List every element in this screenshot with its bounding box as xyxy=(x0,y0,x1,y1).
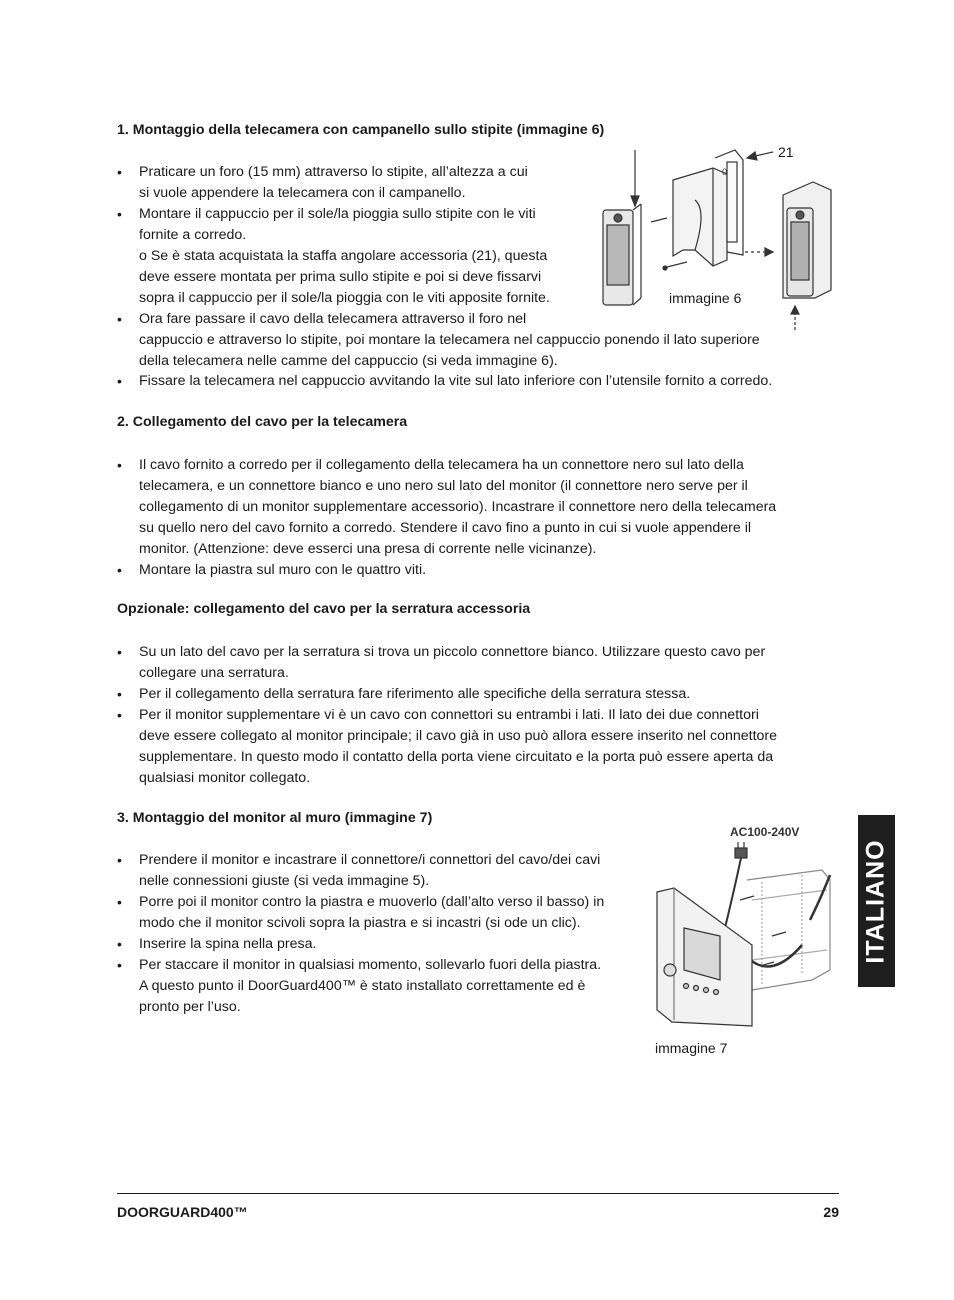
text-line: Inserire la spina nella presa. xyxy=(139,936,317,952)
text-line: pronto per l’uso. xyxy=(139,999,241,1015)
text-line: modo che il monitor scivoli sopra la piastra e si incastri (si ode un clic). xyxy=(139,915,581,931)
optional-section-heading: Opzionale: collegamento del cavo per la serratura accessoria xyxy=(117,601,531,617)
bullet: • xyxy=(117,852,122,868)
bullet: • xyxy=(117,686,122,702)
figure-7-caption: immagine 7 xyxy=(655,1040,728,1056)
text-line: monitor. (Attenzione: deve esserci una presa di corrente nelle vicinanze). xyxy=(139,541,597,557)
text-line: Montare la piastra sul muro con le quattro viti. xyxy=(139,562,427,578)
monitor-mounting-illustration xyxy=(652,840,840,1030)
text-line: Porre poi il monitor contro la piastra e muoverlo (dall’alto verso il basso) in xyxy=(139,894,605,910)
section-2-heading: 2. Collegamento del cavo per la telecamera xyxy=(117,414,408,430)
figure-6-caption: immagine 6 xyxy=(669,290,742,306)
text-line: qualsiasi monitor collegato. xyxy=(139,770,311,786)
bullet: • xyxy=(117,894,122,910)
text-line: A questo punto il DoorGuard400™ è stato installato correttamente ed è xyxy=(139,978,586,994)
text-line: Su un lato del cavo per la serratura si trova un piccolo connettore bianco. Utilizzare questo cavo per xyxy=(139,644,766,660)
text-line: Fissare la telecamera nel cappuccio avvitando la vite sul lato inferiore con l’utensile fornito a corredo. xyxy=(139,373,773,389)
bullet: • xyxy=(117,707,122,723)
text-line: su quello nero del cavo fornito a corredo. Stendere il cavo fino a punto in cui si vuole appendere il xyxy=(139,520,752,536)
bullet: • xyxy=(117,373,122,389)
language-tab-label: ITALIANO xyxy=(862,838,890,964)
bullet: • xyxy=(117,311,122,327)
text-line: Per il monitor supplementare vi è un cavo con connettori su entrambi i lati. Il lato dei due connettori xyxy=(139,707,759,723)
text-line: della telecamera nelle camme del cappuccio (si veda immagine 6). xyxy=(139,353,558,369)
bullet: • xyxy=(117,164,122,180)
bullet: • xyxy=(117,206,122,222)
text-line: Montare il cappuccio per il sole/la pioggia sullo stipite con le viti xyxy=(139,206,536,222)
bullet: • xyxy=(117,957,122,973)
text-line: deve essere montata per prima sullo stipite e poi si deve fissarvi xyxy=(139,269,542,285)
text-line: Per il collegamento della serratura fare riferimento alle specifiche della serratura stessa. xyxy=(139,686,691,702)
section-1-heading: 1. Montaggio della telecamera con campanello sullo stipite (immagine 6) xyxy=(117,122,605,138)
text-line: sopra il cappuccio per il sole/la pioggia con le viti apposite fornite. xyxy=(139,290,550,306)
text-line: nelle connessioni giuste (si veda immagine 5). xyxy=(139,873,430,889)
text-line: o Se è stata acquistata la staffa angolare accessoria (21), questa xyxy=(139,248,548,264)
text-line: deve essere collegato al monitor principale; il cavo già in uso può allora essere inserito nel connettore xyxy=(139,728,778,744)
section-3-heading: 3. Montaggio del monitor al muro (immagine 7) xyxy=(117,810,433,826)
bullet: • xyxy=(117,562,122,578)
text-line: Praticare un foro (15 mm) attraverso lo stipite, all’altezza a cui xyxy=(139,164,528,180)
text-line: Prendere il monitor e incastrare il connettore/i connettori del cavo/dei cavi xyxy=(139,852,601,868)
bullet: • xyxy=(117,936,122,952)
text-line: collegare una serratura. xyxy=(139,665,289,681)
text-line: si vuole appendere la telecamera con il campanello. xyxy=(139,185,466,201)
text-line: cappuccio e attraverso lo stipite, poi montare la telecamera nel cappuccio ponendo il lato superiore xyxy=(139,332,760,348)
bullet: • xyxy=(117,457,122,473)
language-side-tab xyxy=(858,815,895,987)
footer-product-name: DOORGUARD400™ xyxy=(117,1204,248,1220)
text-line: fornite a corredo. xyxy=(139,227,247,243)
figure-6-callout-number: 21 xyxy=(778,144,794,160)
text-line: collegamento di un monitor supplementare accessorio). Incastrare il connettore nero della telecamera xyxy=(139,499,777,515)
text-line: telecamera, e un connettore bianco e uno nero sul lato del monitor (il connettore nero serve per il xyxy=(139,478,748,494)
bullet: • xyxy=(117,644,122,660)
svg-text:0: 0 xyxy=(722,167,728,177)
text-line: Il cavo fornito a corredo per il collegamento della telecamera ha un connettore nero sul lato della xyxy=(139,457,744,473)
footer-divider xyxy=(117,1193,839,1194)
text-line: Ora fare passare il cavo della telecamera attraverso il foro nel xyxy=(139,311,527,327)
text-line: Per staccare il monitor in qualsiasi momento, sollevarlo fuori della piastra. xyxy=(139,957,602,973)
text-line: supplementare. In questo modo il contatto della porta viene circuitato e la porta può essere aperta da xyxy=(139,749,774,765)
figure-7-power-label: AC100-240V xyxy=(730,825,800,839)
page-number: 29 xyxy=(823,1204,839,1220)
